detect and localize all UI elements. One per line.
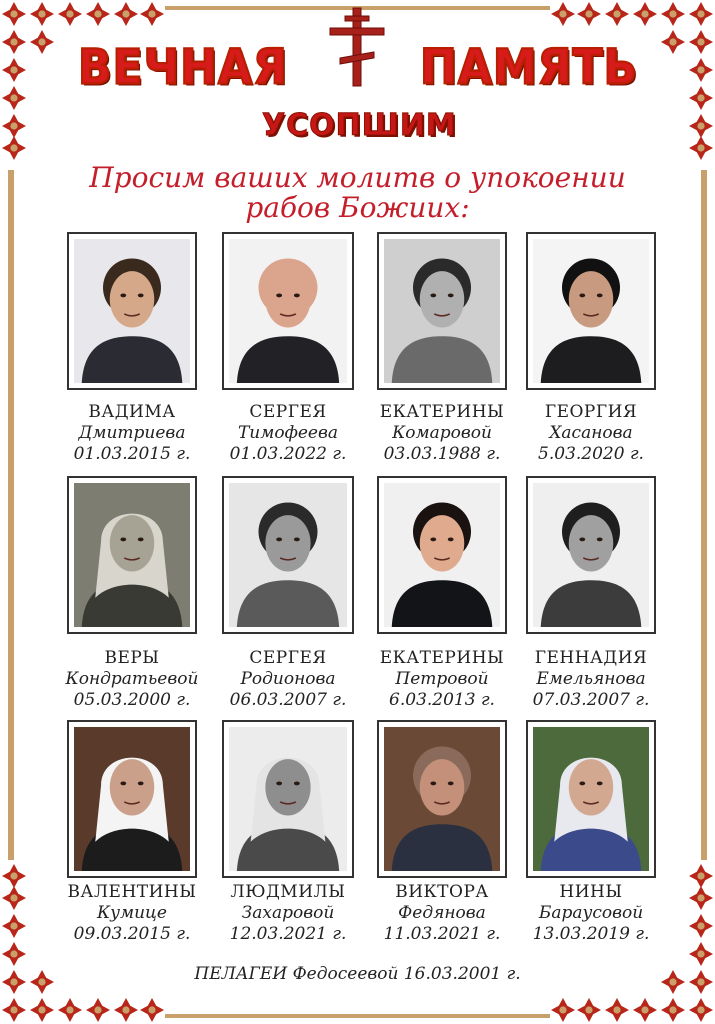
person-date: 01.03.2015 г. bbox=[73, 444, 191, 464]
person-date: 06.03.2007 г. bbox=[229, 690, 347, 710]
memorial-caption bbox=[203, 882, 373, 945]
orthodox-cross-icon bbox=[326, 6, 388, 88]
person-surname: Бараусовой bbox=[538, 903, 644, 923]
person-name: ЕКАТЕРИНЫ bbox=[379, 648, 505, 668]
memorial-caption bbox=[47, 402, 217, 465]
memorial-caption bbox=[506, 402, 676, 465]
portrait-silhouette bbox=[533, 727, 649, 871]
person-name: ВЕРЫ bbox=[104, 648, 160, 668]
person-surname: Кумице bbox=[97, 903, 167, 923]
portrait-silhouette bbox=[384, 239, 500, 383]
memorial-photo bbox=[377, 476, 507, 634]
memorial-photo bbox=[526, 720, 656, 878]
title-memory: ПАМЯТЬ bbox=[420, 39, 639, 96]
person-date: 05.03.2000 г. bbox=[73, 690, 191, 710]
person-name: СЕРГЕЯ bbox=[249, 402, 327, 422]
memorial-caption bbox=[506, 882, 676, 945]
prayer-line-1: Просим ваших молитв о упокоении bbox=[89, 161, 626, 194]
person-name: ЕКАТЕРИНЫ bbox=[379, 402, 505, 422]
left-border-bar bbox=[8, 170, 14, 860]
memorial-photo bbox=[222, 476, 354, 634]
person-surname: Комаровой bbox=[392, 423, 492, 443]
memorial-photo bbox=[67, 232, 197, 390]
memorial-caption bbox=[357, 882, 527, 945]
person-surname: Емельянова bbox=[536, 669, 646, 689]
person-date: 03.03.1988 г. bbox=[383, 444, 501, 464]
portrait-silhouette bbox=[384, 483, 500, 627]
memorial-caption bbox=[357, 648, 527, 711]
memorial-photo bbox=[526, 476, 656, 634]
person-surname: Петровой bbox=[395, 669, 489, 689]
person-name: ВАЛЕНТИНЫ bbox=[67, 882, 197, 902]
person-date: 13.03.2019 г. bbox=[532, 924, 650, 944]
person-surname: Родионова bbox=[240, 669, 336, 689]
person-date: 09.03.2015 г. bbox=[73, 924, 191, 944]
person-surname: Тимофеева bbox=[237, 423, 339, 443]
portrait-silhouette bbox=[74, 727, 190, 871]
memorial-photo bbox=[377, 232, 507, 390]
person-date: 5.03.2020 г. bbox=[538, 444, 644, 464]
footer-memorial-line: ПЕЛАГЕИ Федосеевой 16.03.2001 г. bbox=[194, 964, 521, 984]
person-name: СЕРГЕЯ bbox=[249, 648, 327, 668]
person-surname: Захаровой bbox=[241, 903, 335, 923]
person-name: ГЕОРГИЯ bbox=[544, 402, 638, 422]
bottom-border-bar bbox=[165, 1014, 550, 1018]
memorial-photo bbox=[526, 232, 656, 390]
person-date: 12.03.2021 г. bbox=[229, 924, 347, 944]
portrait-silhouette bbox=[384, 727, 500, 871]
memorial-caption bbox=[203, 648, 373, 711]
title-departed: УСОПШИМ bbox=[262, 108, 457, 143]
memorial-caption bbox=[203, 402, 373, 465]
portrait-silhouette bbox=[74, 239, 190, 383]
person-date: 6.03.2013 г. bbox=[389, 690, 495, 710]
title-eternal: ВЕЧНАЯ bbox=[78, 39, 288, 96]
person-name: ГЕННАДИЯ bbox=[534, 648, 648, 668]
prayer-line-2: рабов Божиих: bbox=[245, 191, 470, 224]
portrait-silhouette bbox=[229, 239, 347, 383]
memorial-caption bbox=[357, 402, 527, 465]
memorial-photo bbox=[67, 476, 197, 634]
portrait-silhouette bbox=[533, 239, 649, 383]
portrait-silhouette bbox=[229, 727, 347, 871]
person-surname: Федянова bbox=[398, 903, 486, 923]
memorial-photo bbox=[377, 720, 507, 878]
person-name: ВАДИМА bbox=[88, 402, 176, 422]
memorial-photo bbox=[222, 232, 354, 390]
person-surname: Дмитриева bbox=[78, 423, 186, 443]
person-date: 07.03.2007 г. bbox=[532, 690, 650, 710]
portrait-silhouette bbox=[74, 483, 190, 627]
right-border-bar bbox=[701, 170, 707, 860]
portrait-silhouette bbox=[229, 483, 347, 627]
person-date: 11.03.2021 г. bbox=[383, 924, 501, 944]
person-date: 01.03.2022 г. bbox=[229, 444, 347, 464]
memorial-caption bbox=[506, 648, 676, 711]
person-name: ВИКТОРА bbox=[395, 882, 489, 902]
person-surname: Хасанова bbox=[549, 423, 633, 443]
memorial-photo bbox=[222, 720, 354, 878]
portrait-silhouette bbox=[533, 483, 649, 627]
memorial-caption bbox=[47, 882, 217, 945]
person-name: ЛЮДМИЛЫ bbox=[230, 882, 346, 902]
person-surname: Кондратьевой bbox=[65, 669, 199, 689]
memorial-caption bbox=[47, 648, 217, 711]
memorial-photo bbox=[67, 720, 197, 878]
person-name: НИНЫ bbox=[559, 882, 623, 902]
